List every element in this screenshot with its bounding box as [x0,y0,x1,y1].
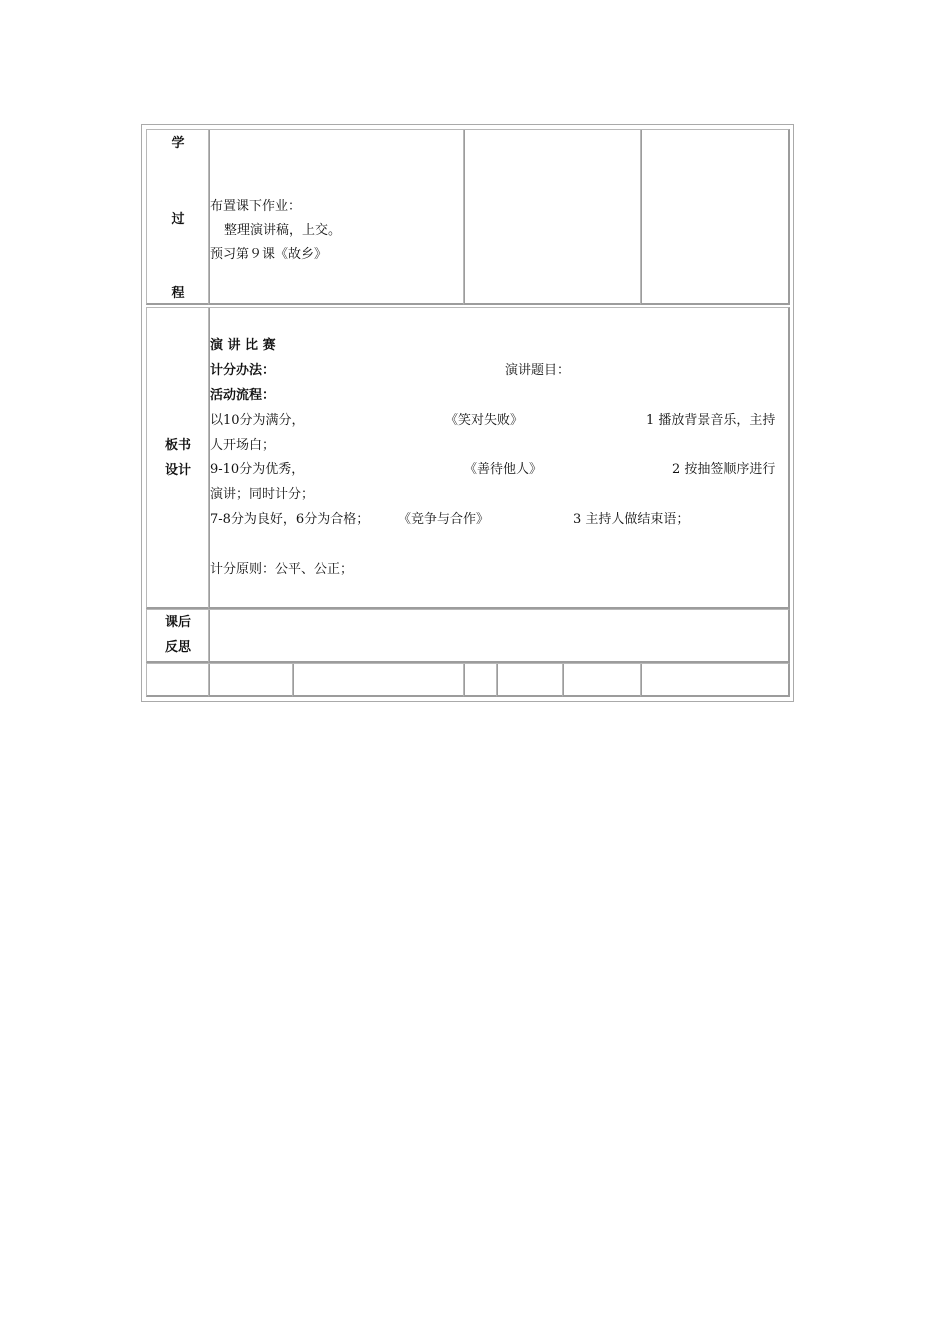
topic-3: 《竞争与合作》 [398,512,490,527]
process-label-char-1: 学 [171,136,185,151]
scoring-principle: 计分原则：公平、公正； [210,562,354,577]
board-label-cell [146,307,210,609]
reflection-label-line-1: 课后 [164,615,191,630]
process-empty-cell-2 [640,129,790,305]
spacer-cell-2 [208,663,294,697]
board-label-line-2: 设计 [164,463,191,478]
score-rule-2: 9-10分为优秀， [210,462,305,477]
reflection-label-cell [146,609,210,663]
process-label-char-3: 程 [171,286,185,301]
homework-title: 布置课下作业： [210,199,302,214]
reflection-content-cell [208,609,790,663]
lesson-plan-table [141,124,794,702]
score-rule-1: 以10分为满分， [210,413,305,428]
spacer-cell-4 [463,663,498,697]
process-label-char-2: 过 [171,212,185,227]
spacer-cell-5 [496,663,564,697]
process-label-cell [146,129,210,305]
topic-label: 演讲题目： [505,363,571,378]
flow-step-1: 1 播放背景音乐，主持 [646,413,776,428]
flow-step-1-wrap: 人开场白； [210,438,276,453]
board-heading: 演 讲 比 赛 [210,338,276,353]
score-rule-3: 7-8分为良好，6分为合格； [210,512,370,527]
spacer-cell-6 [562,663,642,697]
spacer-cell-1 [146,663,210,697]
spacer-cell-7 [640,663,790,697]
board-label-line-1: 板书 [164,438,191,453]
flow-step-3: 3 主持人做结束语； [573,512,690,527]
scoring-method-label: 计分办法： [210,363,276,378]
flow-step-2: 2 按抽签顺序进行 [672,462,776,477]
spacer-cell-3 [292,663,465,697]
board-content-cell [208,307,790,609]
flow-label: 活动流程： [210,388,276,403]
topic-2: 《善待他人》 [464,462,543,477]
topic-1: 《笑对失败》 [445,413,524,428]
preview-text: 预习第９课《故乡》 [210,247,328,262]
homework-item: 整理演讲稿，上交。 [224,223,342,238]
flow-step-2-wrap: 演讲；同时计分； [210,487,315,502]
reflection-label-line-2: 反思 [164,640,191,655]
process-content-cell [208,129,465,305]
process-empty-cell-1 [463,129,642,305]
